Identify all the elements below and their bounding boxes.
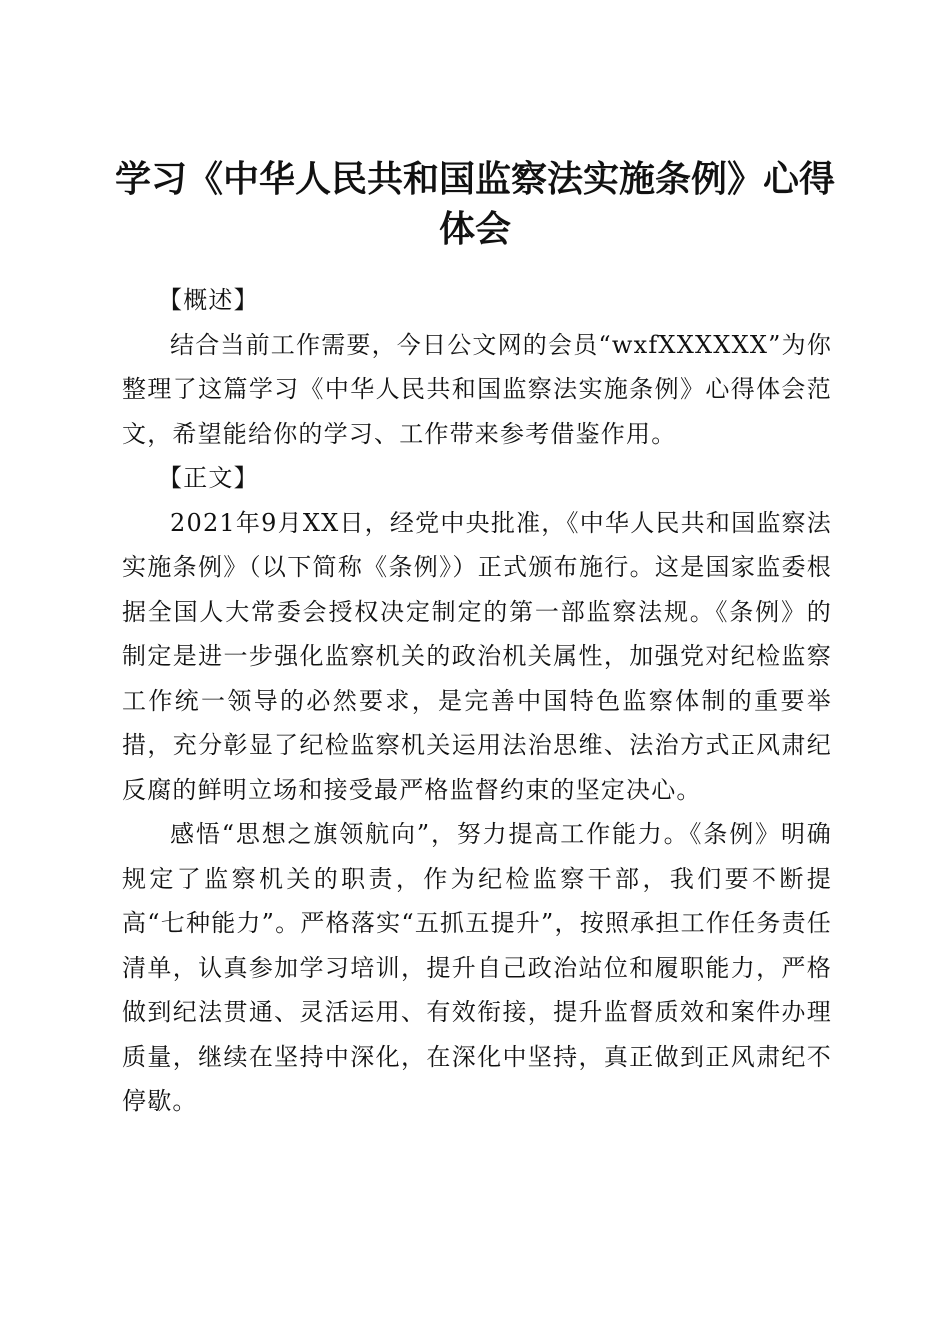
main-paragraph-2: 感悟“思想之旗领航向”，努力提高工作能力。《条例》明确规定了监察机关的职责，作为纪检监察干部，我们要不断提高“七种能力”。严格落实“五抓五提升”，按照承担工作任务责任清单，认真参加学习培训，提升自己政治站位和履职能力，严格做到纪法贯通、灵活运用、有效衔接，提升监督质效和案件办理质量，继续在坚持中深化，在深化中坚持，真正做到正风肃纪不停歇。 [122, 820, 832, 1115]
document-body [122, 278, 832, 1124]
overview-paragraph: 结合当前工作需要，今日公文网的会员“wxfXXXXXX”为你整理了这篇学习《中华人民共和国监察法实施条例》心得体会范文，希望能给你的学习、工作带来参考借鉴作用。 [122, 330, 833, 448]
section-heading-main-text: 【正文】 [158, 464, 259, 492]
section-heading-overview: 【概述】 [158, 286, 259, 314]
document-title: 学习《中华人民共和国监察法实施条例》心得体会 [114, 158, 835, 251]
main-paragraph-1: 2021年9月XX日，经党中央批准，《中华人民共和国监察法实施条例》（以下简称《条例》）正式颁布施行。这是国家监委根据全国人大常委会授权决定制定的第一部监察法规。《条例》的制定是进一步强化监察机关的政治机关属性，加强党对纪检监察工作统一领导的必然要求，是完善中国特色监察体制的重要举措，充分彰显了纪检监察机关运用法治思维、法治方式正风肃纪反腐的鲜明立场和接受最严格监督约束的坚定决心。 [122, 508, 832, 804]
